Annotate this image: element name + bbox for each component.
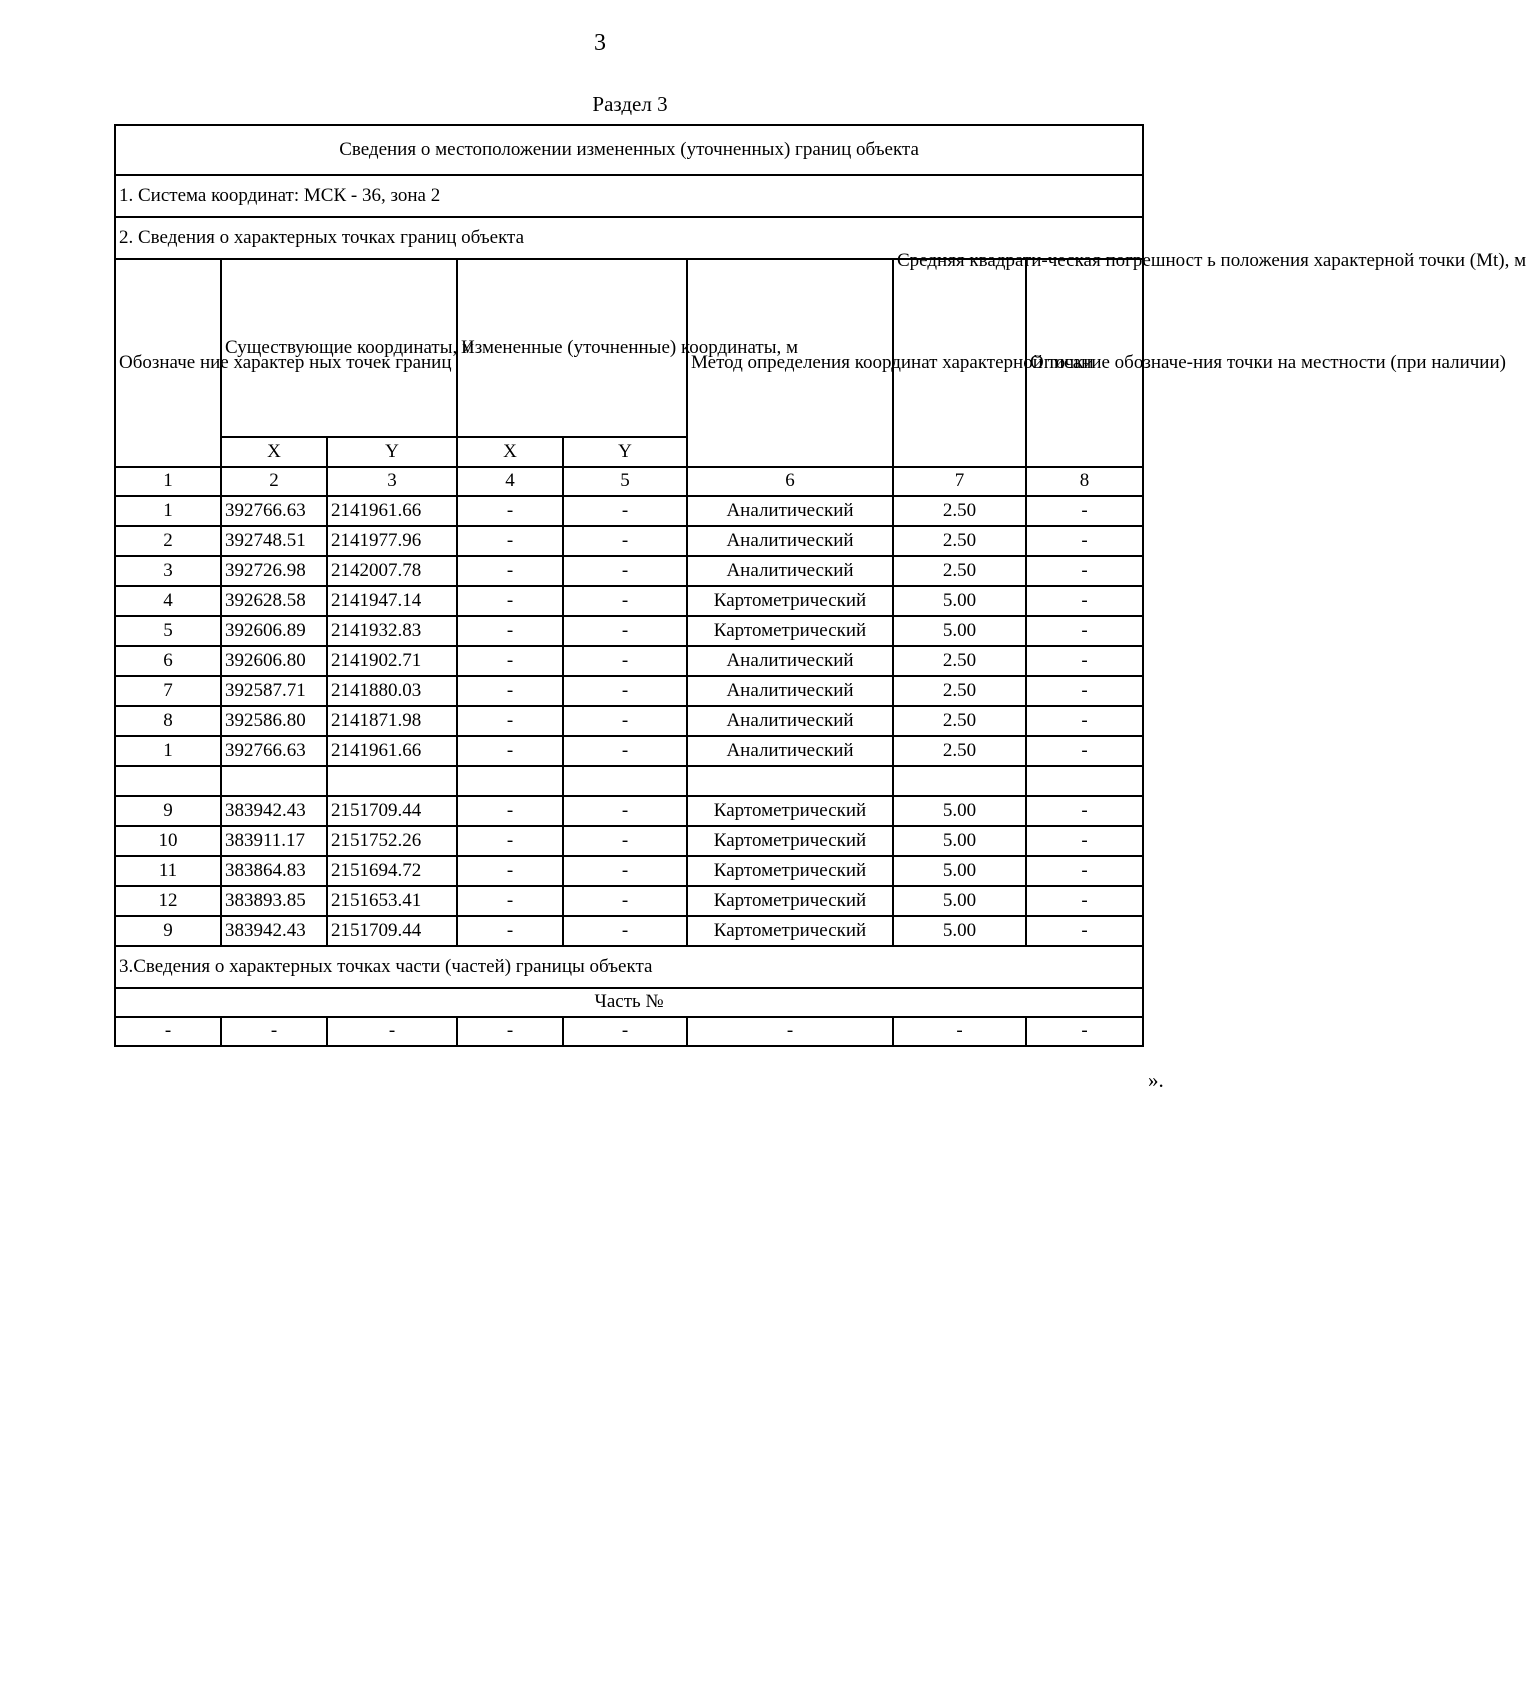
method-cell: Картометрический <box>687 886 893 916</box>
changed-y-cell: - <box>563 856 687 886</box>
method-cell: Аналитический <box>687 676 893 706</box>
blank-cell <box>327 766 457 796</box>
method-cell: Аналитический <box>687 646 893 676</box>
description-cell: - <box>1026 736 1143 766</box>
part-cell: - <box>457 1017 563 1046</box>
method-cell: Аналитический <box>687 556 893 586</box>
table-row <box>115 706 1143 736</box>
changed-y-cell: - <box>563 886 687 916</box>
table-body <box>115 125 1526 1046</box>
part-cell: - <box>893 1017 1026 1046</box>
rms-error-cell: 2.50 <box>893 646 1026 676</box>
column-number: 3 <box>327 467 457 496</box>
method-cell: Аналитический <box>687 496 893 526</box>
column-number: 8 <box>1026 467 1143 496</box>
changed-x-cell: - <box>457 916 563 946</box>
description-cell: - <box>1026 556 1143 586</box>
existing-y-cell: 2141871.98 <box>327 706 457 736</box>
blank-cell <box>115 766 221 796</box>
coordinate-system-row <box>115 175 1143 217</box>
blank-cell <box>221 766 327 796</box>
part-cell: - <box>115 1017 221 1046</box>
description-cell: - <box>1026 496 1143 526</box>
table-row <box>115 676 1143 706</box>
description-cell: - <box>1026 826 1143 856</box>
existing-x-cell: 392766.63 <box>221 496 327 526</box>
header-description: Описание обозначе-ния точки на местности (при наличии) <box>1026 259 1143 467</box>
rms-error-cell: 5.00 <box>893 616 1026 646</box>
point-id-cell: 11 <box>115 856 221 886</box>
changed-x-cell: - <box>457 616 563 646</box>
table-row <box>115 796 1143 826</box>
point-id-cell: 12 <box>115 886 221 916</box>
existing-y-cell: 2141947.14 <box>327 586 457 616</box>
method-cell: Картометрический <box>687 826 893 856</box>
method-cell: Картометрический <box>687 586 893 616</box>
description-cell: - <box>1026 886 1143 916</box>
existing-x-cell: 392766.63 <box>221 736 327 766</box>
table-row <box>115 526 1143 556</box>
changed-y-cell: - <box>563 826 687 856</box>
description-cell: - <box>1026 646 1143 676</box>
changed-x-cell: - <box>457 856 563 886</box>
changed-x-cell: - <box>457 676 563 706</box>
header-existing-coords: Существующие координаты, м <box>221 259 457 437</box>
description-cell: - <box>1026 796 1143 826</box>
description-cell: - <box>1026 526 1143 556</box>
changed-x-cell: - <box>457 736 563 766</box>
changed-x-cell: - <box>457 826 563 856</box>
header-method: Метод определения координат характерной точки <box>687 259 893 467</box>
changed-y-cell: - <box>563 556 687 586</box>
existing-y-cell: 2151709.44 <box>327 796 457 826</box>
existing-x-cell: 392726.98 <box>221 556 327 586</box>
part-cell: - <box>687 1017 893 1046</box>
method-cell: Картометрический <box>687 796 893 826</box>
part-cell: - <box>1026 1017 1143 1046</box>
existing-y-cell: 2141961.66 <box>327 496 457 526</box>
page-number: 3 <box>594 30 606 56</box>
column-number: 2 <box>221 467 327 496</box>
existing-x-cell: 383942.43 <box>221 916 327 946</box>
point-id-cell: 10 <box>115 826 221 856</box>
existing-x-cell: 383864.83 <box>221 856 327 886</box>
point-id-cell: 8 <box>115 706 221 736</box>
table-row <box>115 826 1143 856</box>
blank-cell <box>1026 766 1143 796</box>
changed-x-cell: - <box>457 796 563 826</box>
existing-x-cell: 383893.85 <box>221 886 327 916</box>
changed-y-cell: - <box>563 616 687 646</box>
boundary-points-table <box>114 124 1526 1047</box>
existing-x-cell: 392628.58 <box>221 586 327 616</box>
part-cell: - <box>221 1017 327 1046</box>
header-changed-coords: Измененные (уточненные) координаты, м <box>457 259 687 437</box>
rms-error-cell: 2.50 <box>893 556 1026 586</box>
method-cell: Картометрический <box>687 916 893 946</box>
part-data-row <box>115 1017 1143 1046</box>
column-number: 6 <box>687 467 893 496</box>
coordinate-system: 1. Система координат: МСК - 36, зона 2 <box>115 175 1143 217</box>
table-row <box>115 916 1143 946</box>
table-row <box>115 496 1143 526</box>
method-cell: Аналитический <box>687 706 893 736</box>
existing-y-cell: 2141961.66 <box>327 736 457 766</box>
blank-separator-row <box>115 766 1143 796</box>
section-title: Раздел 3 <box>592 92 668 116</box>
changed-y-cell: - <box>563 916 687 946</box>
existing-y-cell: 2142007.78 <box>327 556 457 586</box>
rms-error-cell: 5.00 <box>893 586 1026 616</box>
method-cell: Аналитический <box>687 736 893 766</box>
point-id-cell: 1 <box>115 496 221 526</box>
existing-y-cell: 2141932.83 <box>327 616 457 646</box>
rms-error-cell: 2.50 <box>893 676 1026 706</box>
point-id-cell: 7 <box>115 676 221 706</box>
rms-error-cell: 5.00 <box>893 856 1026 886</box>
existing-x-cell: 392606.89 <box>221 616 327 646</box>
column-number: 4 <box>457 467 563 496</box>
changed-x-cell: - <box>457 706 563 736</box>
header-row-main <box>115 259 1143 437</box>
point-id-cell: 5 <box>115 616 221 646</box>
header-point-designation: Обозначе ние характер ных точек границ <box>115 259 221 467</box>
rms-error-cell: 2.50 <box>893 496 1026 526</box>
point-id-cell: 6 <box>115 646 221 676</box>
method-cell: Картометрический <box>687 856 893 886</box>
changed-y-cell: - <box>563 676 687 706</box>
changed-y-cell: - <box>563 796 687 826</box>
existing-y-cell: 2151694.72 <box>327 856 457 886</box>
existing-x-cell: 383911.17 <box>221 826 327 856</box>
table-row <box>115 646 1143 676</box>
point-id-cell: 1 <box>115 736 221 766</box>
point-id-cell: 4 <box>115 586 221 616</box>
changed-y-cell: - <box>563 526 687 556</box>
rms-error-cell: 5.00 <box>893 796 1026 826</box>
header-changed-y: Y <box>563 437 687 467</box>
changed-x-cell: - <box>457 526 563 556</box>
changed-x-cell: - <box>457 886 563 916</box>
parts-section-title: 3.Сведения о характерных точках части (частей) границы объекта <box>115 946 1143 988</box>
header-existing-x: X <box>221 437 327 467</box>
point-id-cell: 9 <box>115 796 221 826</box>
existing-y-cell: 2141902.71 <box>327 646 457 676</box>
changed-y-cell: - <box>563 646 687 676</box>
rms-error-cell: 5.00 <box>893 826 1026 856</box>
description-cell: - <box>1026 616 1143 646</box>
blank-cell <box>687 766 893 796</box>
column-number-row <box>115 467 1143 496</box>
description-cell: - <box>1026 586 1143 616</box>
blank-cell <box>563 766 687 796</box>
table-row <box>115 856 1143 886</box>
header-rms-error-text: Средняя квадрати-ческая погрешност ь положения характерной точки (Mt), м <box>897 250 1526 271</box>
closing-quote-mark: ». <box>1148 1068 1164 1092</box>
existing-x-cell: 392606.80 <box>221 646 327 676</box>
part-cell: - <box>563 1017 687 1046</box>
description-cell: - <box>1026 916 1143 946</box>
header-existing-y: Y <box>327 437 457 467</box>
changed-x-cell: - <box>457 646 563 676</box>
table-row <box>115 886 1143 916</box>
existing-y-cell: 2151752.26 <box>327 826 457 856</box>
rms-error-cell: 2.50 <box>893 526 1026 556</box>
changed-y-cell: - <box>563 706 687 736</box>
changed-x-cell: - <box>457 556 563 586</box>
column-number: 5 <box>563 467 687 496</box>
rms-error-cell: 2.50 <box>893 706 1026 736</box>
changed-y-cell: - <box>563 736 687 766</box>
existing-y-cell: 2141977.96 <box>327 526 457 556</box>
existing-x-cell: 392748.51 <box>221 526 327 556</box>
part-cell: - <box>327 1017 457 1046</box>
part-number-label: Часть № <box>115 988 1143 1017</box>
rms-error-cell: 5.00 <box>893 886 1026 916</box>
column-number: 1 <box>115 467 221 496</box>
header-changed-x: X <box>457 437 563 467</box>
table-row <box>115 736 1143 766</box>
changed-x-cell: - <box>457 586 563 616</box>
existing-x-cell: 392587.71 <box>221 676 327 706</box>
existing-x-cell: 383942.43 <box>221 796 327 826</box>
column-number: 7 <box>893 467 1026 496</box>
description-cell: - <box>1026 706 1143 736</box>
part-label-row <box>115 988 1143 1017</box>
existing-y-cell: 2141880.03 <box>327 676 457 706</box>
existing-x-cell: 392586.80 <box>221 706 327 736</box>
method-cell: Картометрический <box>687 616 893 646</box>
point-id-cell: 9 <box>115 916 221 946</box>
description-cell: - <box>1026 856 1143 886</box>
description-cell: - <box>1026 676 1143 706</box>
rms-error-cell: 5.00 <box>893 916 1026 946</box>
table-title-row <box>115 125 1143 175</box>
point-id-cell: 3 <box>115 556 221 586</box>
method-cell: Аналитический <box>687 526 893 556</box>
changed-x-cell: - <box>457 496 563 526</box>
point-id-cell: 2 <box>115 526 221 556</box>
changed-y-cell: - <box>563 496 687 526</box>
changed-y-cell: - <box>563 586 687 616</box>
table-row <box>115 616 1143 646</box>
table-row <box>115 556 1143 586</box>
points-section-title: 2. Сведения о характерных точках границ объекта <box>115 217 1143 259</box>
table-title: Сведения о местоположении измененных (уточненных) границ объекта <box>115 125 1143 175</box>
blank-cell <box>457 766 563 796</box>
parts-section-row <box>115 946 1143 988</box>
blank-cell <box>893 766 1026 796</box>
existing-y-cell: 2151653.41 <box>327 886 457 916</box>
table-row <box>115 586 1143 616</box>
rms-error-cell: 2.50 <box>893 736 1026 766</box>
existing-y-cell: 2151709.44 <box>327 916 457 946</box>
